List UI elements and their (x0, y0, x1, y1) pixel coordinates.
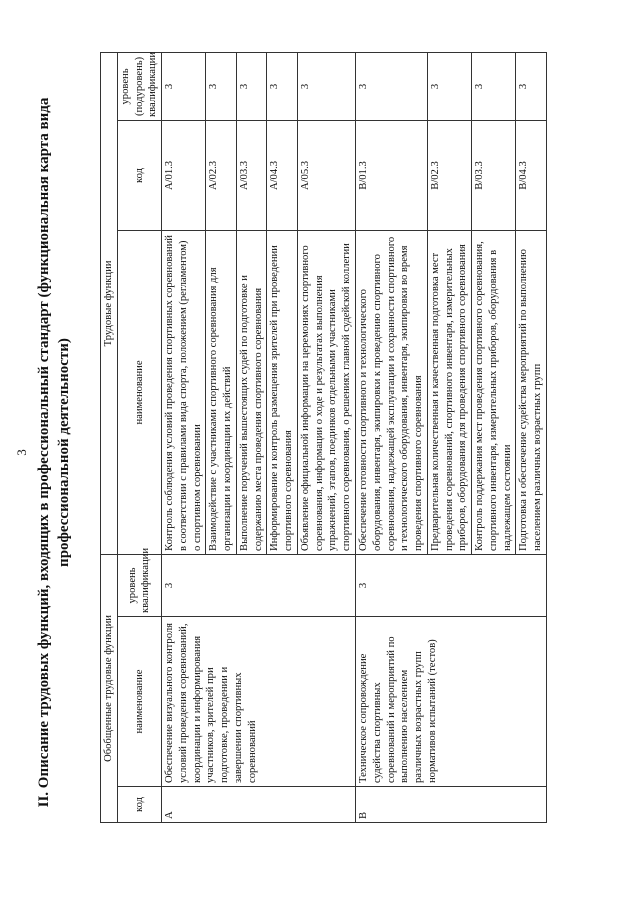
function-name: Обеспечение готовности спортивного и технологического оборудования, инвентаря, экипировки к проведению спортивного соревнования, надлежащей эксплуатации и сохранности спортивного и технологического оборудования, инвентаря, экипировки во время проведения спортивного соревнования (356, 230, 428, 554)
section-title: II. Описание трудовых функций, входящих в профессиональный стандарт (функциональная карта вида (36, 97, 52, 808)
group-name: Техническое сопровождение судейства спортивных соревнований и мероприятий по выполнению населением различных возрастных групп нормативов испытаний (тестов) (356, 617, 547, 787)
function-name: Информирование и контроль размещения зрителей при проведении спортивного соревнования (267, 230, 298, 554)
function-code: А/03.3 (236, 120, 267, 230)
function-code: В/02.3 (427, 120, 471, 230)
function-level: 3 (267, 52, 298, 120)
function-name: Подготовка и обеспечение судейства мероприятий по выполнению населением различных возрастных групп (516, 230, 547, 554)
header-name: наименование (117, 617, 161, 787)
page-number: 3 (14, 449, 29, 456)
function-name: Выполнение поручений вышестоящих судей по подготовке и содержанию места проведения спортивного соревнования (236, 230, 267, 554)
function-level: 3 (427, 52, 471, 120)
function-level: 3 (162, 52, 206, 120)
group-level: 3 (162, 554, 356, 616)
group-code: В (356, 787, 547, 823)
table-row (162, 52, 206, 822)
function-name: Контроль поддержания мест проведения спортивного соревнования, спортивного инвентаря, измерительных приборов, оборудования в надлежащем состоянии (472, 230, 516, 554)
function-code: В/01.3 (356, 120, 428, 230)
functional-map-table (100, 52, 547, 823)
function-level: 3 (236, 52, 267, 120)
function-code: В/03.3 (472, 120, 516, 230)
function-code: А/02.3 (206, 120, 237, 230)
table-row (356, 52, 428, 822)
header-level-labor: уровень (подуровень) квалификации (117, 52, 161, 120)
header-labor: Трудовые функции (101, 52, 118, 554)
function-level: 3 (472, 52, 516, 120)
group-name: Обеспечение визуального контроля условий проведения соревнований, координации и информирования участников, зрителей при подготовке, проведении и завершении спортивных соревнований (162, 617, 356, 787)
function-code: А/01.3 (162, 120, 206, 230)
header-code: код (117, 787, 161, 823)
section-title-continued: профессиональной деятельности) (56, 338, 72, 567)
header-labor-code: код (117, 120, 161, 230)
function-level: 3 (297, 52, 355, 120)
function-level: 3 (516, 52, 547, 120)
function-code: А/04.3 (267, 120, 298, 230)
function-name: Контроль соблюдения условий проведения спортивных соревнований в соответствии с правилами вида спорта, положением (регламентом) о спортивном соревновании (162, 230, 206, 554)
header-row-2 (117, 52, 161, 822)
function-level: 3 (356, 52, 428, 120)
header-labor-name: наименование (117, 230, 161, 554)
function-name: Объявление официальной информации на церемониях спортивного соревнования, информации о ходе и результатах выполнения упражнений, этапов, поединков отдельными участниками спортивного соревнования, о решениях главной судейской коллегии (297, 230, 355, 554)
function-code: В/04.3 (516, 120, 547, 230)
function-name: Предварительная количественная и качественная подготовка мест проведения соревнований, спортивного инвентаря, измерительных приборов, оборудования для проведения спортивного соревнования (427, 230, 471, 554)
header-row-1 (101, 52, 118, 822)
function-name: Взаимодействие с участниками спортивного соревнования для организации и координации их действий (206, 230, 237, 554)
header-level-generalized: уровень квалификации (117, 554, 161, 616)
header-generalized: Обобщенные трудовые функции (101, 554, 118, 822)
function-level: 3 (206, 52, 237, 120)
group-level: 3 (356, 554, 547, 616)
function-code: А/05.3 (297, 120, 355, 230)
group-code: А (162, 787, 356, 823)
